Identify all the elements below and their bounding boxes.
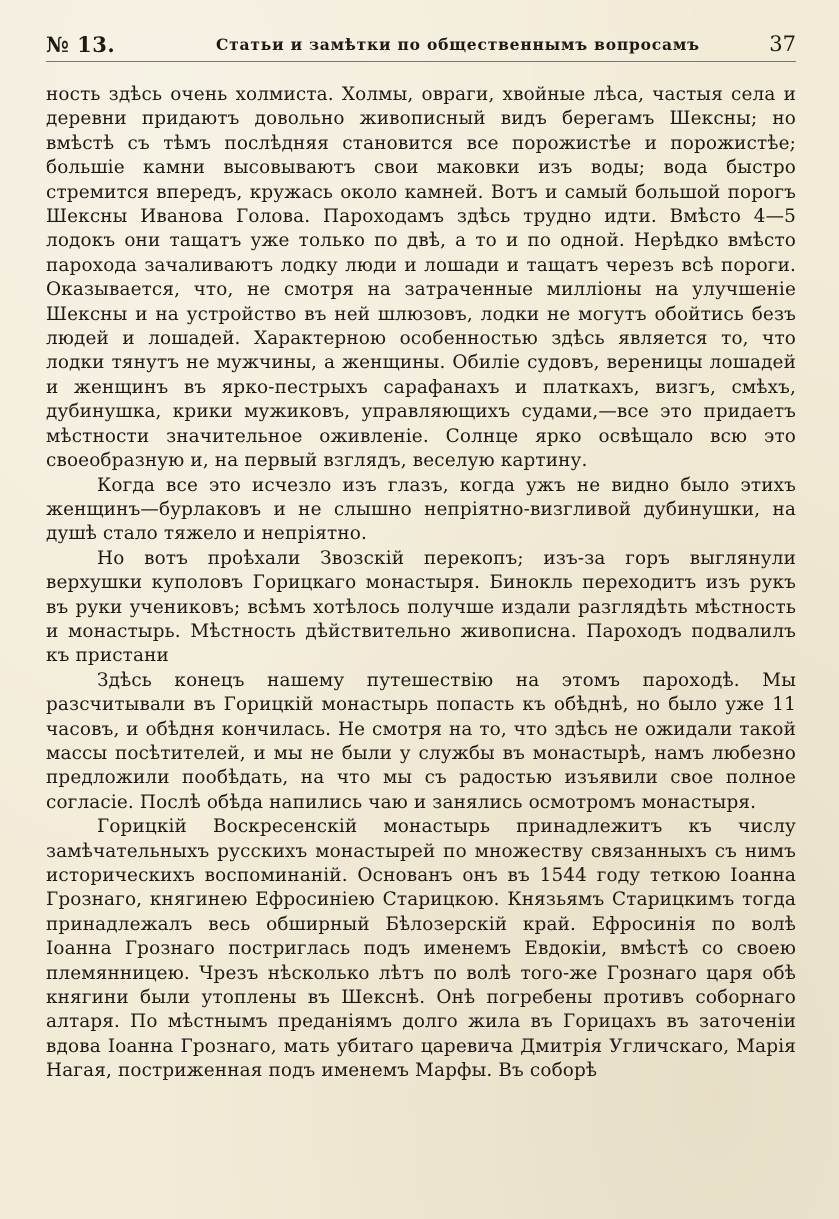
running-header: [46, 30, 796, 58]
paragraph-3: Но вотъ проѣхали Звозскій перекопъ; изъ-за горъ выглянули верхушки куполовъ Горицкаго монастыря. Бинокль переходитъ изъ рукъ въ руки учениковъ; всѣмъ хотѣлось получше издали разглядѣть мѣстность и монастырь. Мѣстность дѣйствительно живописна. Пароходъ подвалилъ къ пристани: [46, 547, 796, 667]
paragraph-1: ность здѣсь очень холмиста. Холмы, овраги, хвойные лѣса, частыя села и деревни придаютъ довольно живописный видъ берегамъ Шексны; но вмѣстѣ съ тѣмъ послѣдняя становится все порожистѣе и порожистѣе; большіе камни высовываютъ свои маковки изъ воды; вода быстро стремится впередъ, кружась около камней. Вотъ и самый большой порогъ Шексны Иванова Голова. Пароходамъ здѣсь трудно идти. Вмѣсто 4—5 лодокъ они тащатъ уже только по двѣ, а то и по одной. Нерѣдко вмѣсто парохода зачаливаютъ лодку люди и лошади и тащатъ черезъ всѣ пороги. Оказывается, что, не смотря на затраченные милліоны на улучшеніе Шексны и на устройство въ ней шлюзовъ, лодки не могутъ обойтись безъ людей и лошадей. Характерною особенностью здѣсь является то, что лодки тянутъ не мужчины, а женщины. Обиліе судовъ, вереницы лошадей и женщинъ въ ярко-пестрыхъ сарафанахъ и платкахъ, визгъ, смѣхъ, дубинушка, крики мужиковъ, управляющихъ судами,—все это придаетъ мѣстности значительное оживленіе. Солнце ярко освѣщало всю это своеобразную и, на первый взглядъ, веселую картину.: [46, 84, 796, 472]
paragraph-4: Здѣсь конецъ нашему путешествію на этомъ пароходѣ. Мы разсчитывали въ Горицкій монастырь попасть къ обѣднѣ, но было уже 11 часовъ, и обѣдня кончилась. Не смотря на то, что здѣсь не ожидали такой массы посѣтителей, и мы не были у службы въ монастырѣ, намъ любезно предложили пообѣдать, на что мы съ радостью изъявили свое полное согласіе. Послѣ обѣда напились чаю и занялись осмотромъ монастыря.: [46, 669, 796, 813]
paragraph-2: Когда все это исчезло изъ глазъ, когда ужъ не видно было этихъ женщинъ—бурлаковъ и не слышно непріятно-визгливой дубинушки, на душѣ стало тяжело и непріятно.: [46, 474, 796, 545]
header-divider: [46, 61, 796, 62]
issue-number: № 13.: [46, 32, 116, 57]
page-number: 37: [769, 32, 796, 56]
paragraph-5: Горицкій Воскресенскій монастырь принадлежитъ къ числу замѣчательныхъ русскихъ монастырей по множеству связанныхъ съ нимъ историческихъ воспоминаній. Основанъ онъ въ 1544 году теткою Іоанна Грознаго, княгинею Ефросиніею Старицкою. Князьямъ Старицкимъ тогда принадлежалъ весь обширный Бѣлозерскій край. Ефросинія по волѣ Іоанна Грознаго постриглась подъ именемъ Евдокіи, вмѣстѣ со своею племянницею. Чрезъ нѣсколько лѣтъ по волѣ того-же Грознаго царя обѣ княгини были утоплены въ Шекснѣ. Онѣ погребены противъ соборнаго алтаря. По мѣстнымъ преданіямъ долго жила въ Горицахъ въ заточеніи вдова Іоанна Грознаго, мать убитаго царевича Дмитрія Угличскаго, Марія Нагая, постриженная подъ именемъ Марфы. Въ соборѣ: [46, 816, 796, 1082]
article-body: [46, 83, 796, 1084]
section-title: Статьи и замѣтки по общественнымъ вопросамъ: [216, 35, 700, 54]
